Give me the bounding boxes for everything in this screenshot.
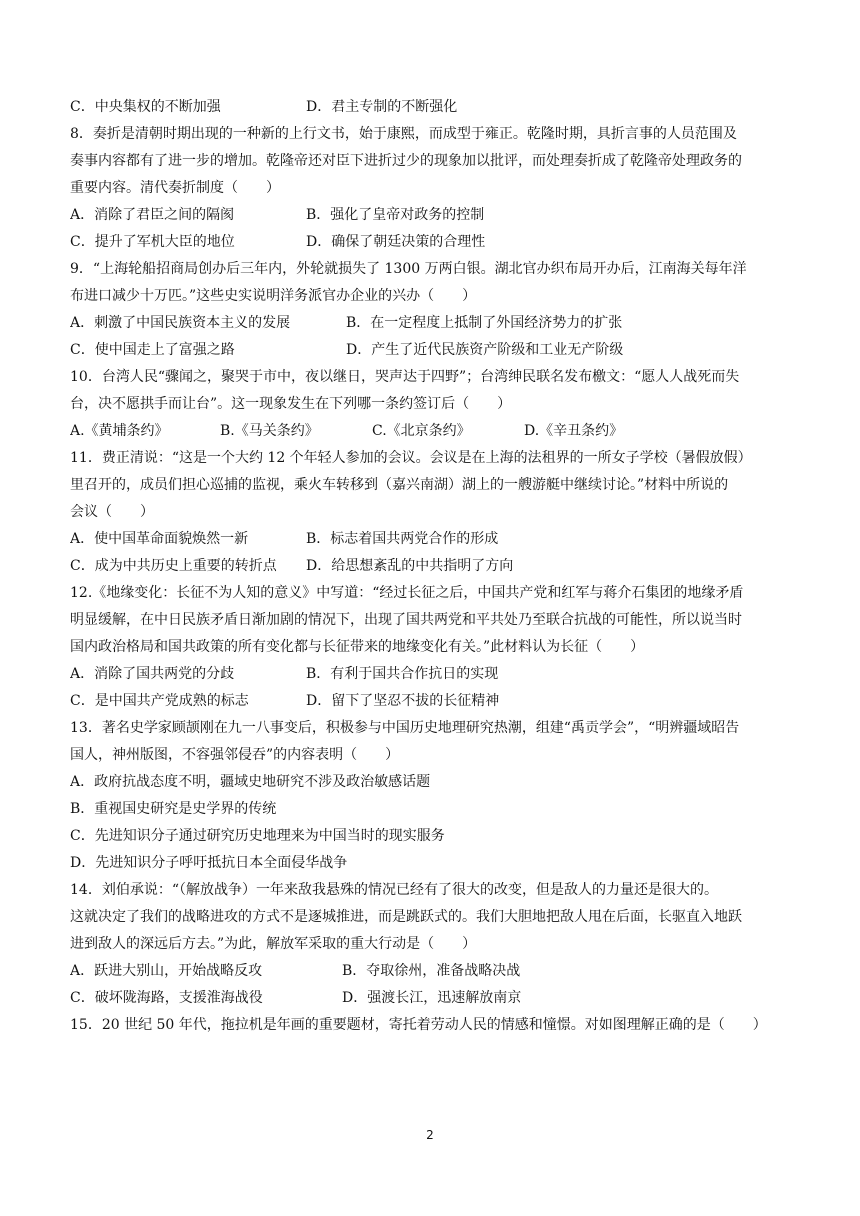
q14-options-row xyxy=(70,985,794,1012)
q10-stem-line: 台，决不愿拱手而让台”。这一现象发生在下列哪一条约签订后（ ） xyxy=(70,396,512,412)
q9-stem-line: 9．“上海轮船招商局创办后三年内，外轮就损失了 1300 万两白银。湖北官办织布局开办后，江南海关每年洋 xyxy=(70,261,747,277)
q7-options-row xyxy=(70,94,794,121)
q14-stem-line: 这就决定了我们的战略进攻的方式不是逐城推进，而是跳跃式的。我们大胆地把敌人甩在后面，长驱直入地跃 xyxy=(70,909,742,925)
q10-option-c: C.《北京条约》 xyxy=(372,423,471,439)
exam-page xyxy=(70,94,794,1039)
q7-option-c: C．中央集权的不断加强 xyxy=(70,99,221,115)
q13-stem-line: 13．著名史学家顾颉刚在九一八事变后，积极参与中国历史地理研究热潮，组建“禹贡学会”，“明辨疆域昭告 xyxy=(70,720,740,736)
q8-options-row xyxy=(70,229,794,256)
page-number: 2 xyxy=(426,1128,434,1142)
q11-options-row xyxy=(70,526,794,553)
q14-option-d: D．强渡长江，迅速解放南京 xyxy=(342,990,522,1006)
q13-option-b: B．重视国史研究是史学界的传统 xyxy=(70,801,277,817)
q12-option-a: A．消除了国共两党的分歧 xyxy=(70,666,235,682)
q11-stem-line: 11．费正清说：“这是一个大约 12 个年轻人参加的会议。会议是在上海的法租界的一所女子学校（暑假放假） xyxy=(70,450,752,466)
q12-stem-line: 国内政治格局和国共政策的所有变化都与长征带来的地缘变化有关。”此材料认为长征（ ） xyxy=(70,639,645,655)
q14-stem-line: 进到敌人的深远后方去。”为此，解放军采取的重大行动是（ ） xyxy=(70,936,477,952)
q8-option-d: D．确保了朝廷决策的合理性 xyxy=(306,234,486,250)
q11-stem-line: 会议（ ） xyxy=(70,504,154,520)
q11-option-c: C．成为中共历史上重要的转折点 xyxy=(70,558,277,574)
q11-option-d: D．给思想紊乱的中共指明了方向 xyxy=(306,558,514,574)
q7-option-d: D．君主专制的不断强化 xyxy=(306,99,458,115)
q8-stem-line: 奏事内容都有了进一步的增加。乾隆帝还对臣下进折过少的现象加以批评，而处理奏折成了乾隆帝处理政务的 xyxy=(70,153,742,169)
q9-option-c: C．使中国走上了富强之路 xyxy=(70,342,235,358)
q8-stem-line: 重要内容。清代奏折制度（ ） xyxy=(70,180,280,196)
q10-options-row xyxy=(70,418,794,445)
q10-option-b: B.《马关条约》 xyxy=(220,423,319,439)
q14-options-row xyxy=(70,958,794,985)
q10-option-d: D.《辛丑条约》 xyxy=(524,423,624,439)
q15-stem-line: 15．20 世纪 50 年代，拖拉机是年画的重要题材，寄托着劳动人民的情感和憧憬。对如图理解正确的是（ ） xyxy=(70,1017,767,1033)
q14-option-c: C．破坏陇海路，支援淮海战役 xyxy=(70,990,263,1006)
q9-option-b: B．在一定程度上抵制了外国经济势力的扩张 xyxy=(346,315,623,331)
q12-options-row xyxy=(70,661,794,688)
q12-stem-line: 明显缓解，在中日民族矛盾日渐加剧的情况下，出现了国共两党和平共处乃至联合抗战的可能性，所以说当时 xyxy=(70,612,742,628)
q9-option-d: D．产生了近代民族资产阶级和工业无产阶级 xyxy=(346,342,624,358)
q9-option-a: A．刺激了中国民族资本主义的发展 xyxy=(70,315,291,331)
q14-option-b: B．夺取徐州，准备战略决战 xyxy=(342,963,521,979)
q10-option-a: A.《黄埔条约》 xyxy=(70,423,169,439)
q8-stem-line: 8．奏折是清朝时期出现的一种新的上行文书，始于康熙，而成型于雍正。乾隆时期，具折言事的人员范围及 xyxy=(70,126,737,142)
q12-option-b: B．有利于国共合作抗日的实现 xyxy=(306,666,499,682)
q12-option-c: C．是中国共产党成熟的标志 xyxy=(70,693,249,709)
q8-option-c: C．提升了军机大臣的地位 xyxy=(70,234,235,250)
q8-option-a: A．消除了君臣之间的隔阂 xyxy=(70,207,235,223)
q13-stem-line: 国人，神州版图，不容强邻侵吞”的内容表明（ ） xyxy=(70,747,400,763)
q12-options-row xyxy=(70,688,794,715)
q11-option-b: B．标志着国共两党合作的形成 xyxy=(306,531,499,547)
q14-stem-line: 14．刘伯承说：“（解放战争）一年来敌我悬殊的情况已经有了很大的改变，但是敌人的力量还是很大的。 xyxy=(70,882,718,898)
q14-option-a: A．跃进大别山，开始战略反攻 xyxy=(70,963,263,979)
q8-options-row xyxy=(70,202,794,229)
q13-option-c: C．先进知识分子通过研究历史地理来为中国当时的现实服务 xyxy=(70,828,445,844)
q9-options-row xyxy=(70,337,794,364)
q11-options-row xyxy=(70,553,794,580)
q9-options-row xyxy=(70,310,794,337)
q12-option-d: D．留下了坚忍不拔的长征精神 xyxy=(306,693,500,709)
q12-stem-line: 12.《地缘变化：长征不为人知的意义》中写道：“经过长征之后，中国共产党和红军与蒋介石集团的地缘矛盾 xyxy=(70,585,744,601)
q11-stem-line: 里召开的，成员们担心巡捕的监视，乘火车转移到（嘉兴南湖）湖上的一艘游艇中继续讨论。”材料中所说的 xyxy=(70,477,729,493)
q10-stem-line: 10．台湾人民“骤闻之，聚哭于市中，夜以继日，哭声达于四野”；台湾绅民联名发布檄文：“愿人人战死而失 xyxy=(70,369,740,385)
q13-option-d: D．先进知识分子呼吁抵抗日本全面侵华战争 xyxy=(70,855,348,871)
q13-option-a: A．政府抗战态度不明，疆域史地研究不涉及政治敏感话题 xyxy=(70,774,431,790)
q8-option-b: B．强化了皇帝对政务的控制 xyxy=(306,207,485,223)
q11-option-a: A．使中国革命面貌焕然一新 xyxy=(70,531,249,547)
q9-stem-line: 布进口减少十万匹。”这些史实说明洋务派官办企业的兴办（ ） xyxy=(70,288,477,304)
